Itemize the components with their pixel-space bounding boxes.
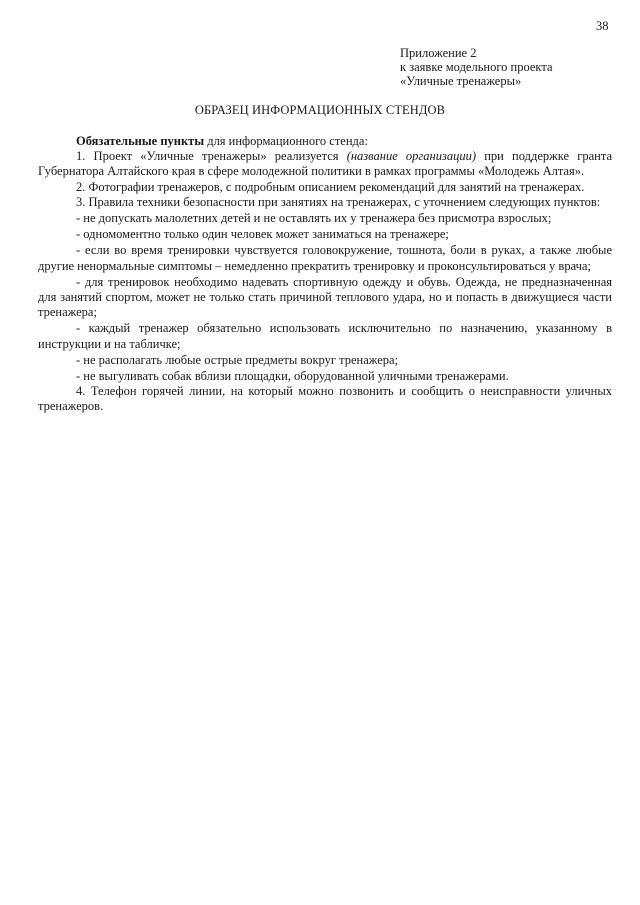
document-body xyxy=(38,134,612,415)
rule-item: - одномоментно только один человек может заниматься на тренажере; xyxy=(76,227,449,242)
appendix-line-2: к заявке модельного проекта xyxy=(400,60,553,74)
item-4-paragraph: 4. Телефон горячей линии, на который можно позвонить и сообщить о неисправности уличных тренажеров. xyxy=(38,384,612,414)
item-1-text-before: 1. Проект «Уличные тренажеры» реализуется xyxy=(76,149,347,164)
rule-item: - для тренировок необходимо надевать спортивную одежду и обувь. Одежда, не предназначенная для занятий спортом, может не только стать причиной теплового удара, но и попасть в движущиеся части тренажера; xyxy=(38,274,612,320)
appendix-line-1: Приложение 2 xyxy=(400,46,477,60)
item-1-organization-placeholder: (название организации) xyxy=(346,149,477,164)
intro-text: для информационного стенда: xyxy=(204,134,368,148)
item-3-paragraph: 3. Правила техники безопасности при занятиях на тренажерах, с уточнением следующих пунктов: xyxy=(76,194,601,209)
rule-item: - если во время тренировки чувствуется головокружение, тошнота, боли в руках, а также любые другие ненормальные симптомы – немедленно прекратить тренировку и проконсультироваться у врача; xyxy=(38,243,612,273)
rule-item: - не располагать любые острые предметы вокруг тренажера; xyxy=(76,352,399,367)
document-title: ОБРАЗЕЦ ИНФОРМАЦИОННЫХ СТЕНДОВ xyxy=(194,103,446,117)
appendix-line-3: «Уличные тренажеры» xyxy=(400,74,522,88)
item-1-text-after: при поддержке гранта Губернатора Алтайского края в сфере молодежной политики в рамках программы «Молодежь Алтая». xyxy=(38,149,613,179)
item-2-paragraph: 2. Фотографии тренажеров, с подробным описанием рекомендаций для занятий на тренажерах. xyxy=(76,179,585,194)
intro-paragraph xyxy=(38,134,612,149)
rule-item: - не допускать малолетних детей и не оставлять их у тренажера без присмотра взрослых; xyxy=(76,211,552,226)
item-1-paragraph xyxy=(38,149,612,179)
page-number: 38 xyxy=(596,19,609,33)
appendix-header xyxy=(400,46,620,88)
intro-bold-text: Обязательные пункты xyxy=(76,134,205,148)
rule-item: - каждый тренажер обязательно использовать исключительно по назначению, указанному в инструкции и на табличке; xyxy=(38,321,612,351)
rule-item: - не выгуливать собак вблизи площадки, оборудованной уличными тренажерами. xyxy=(76,369,509,384)
